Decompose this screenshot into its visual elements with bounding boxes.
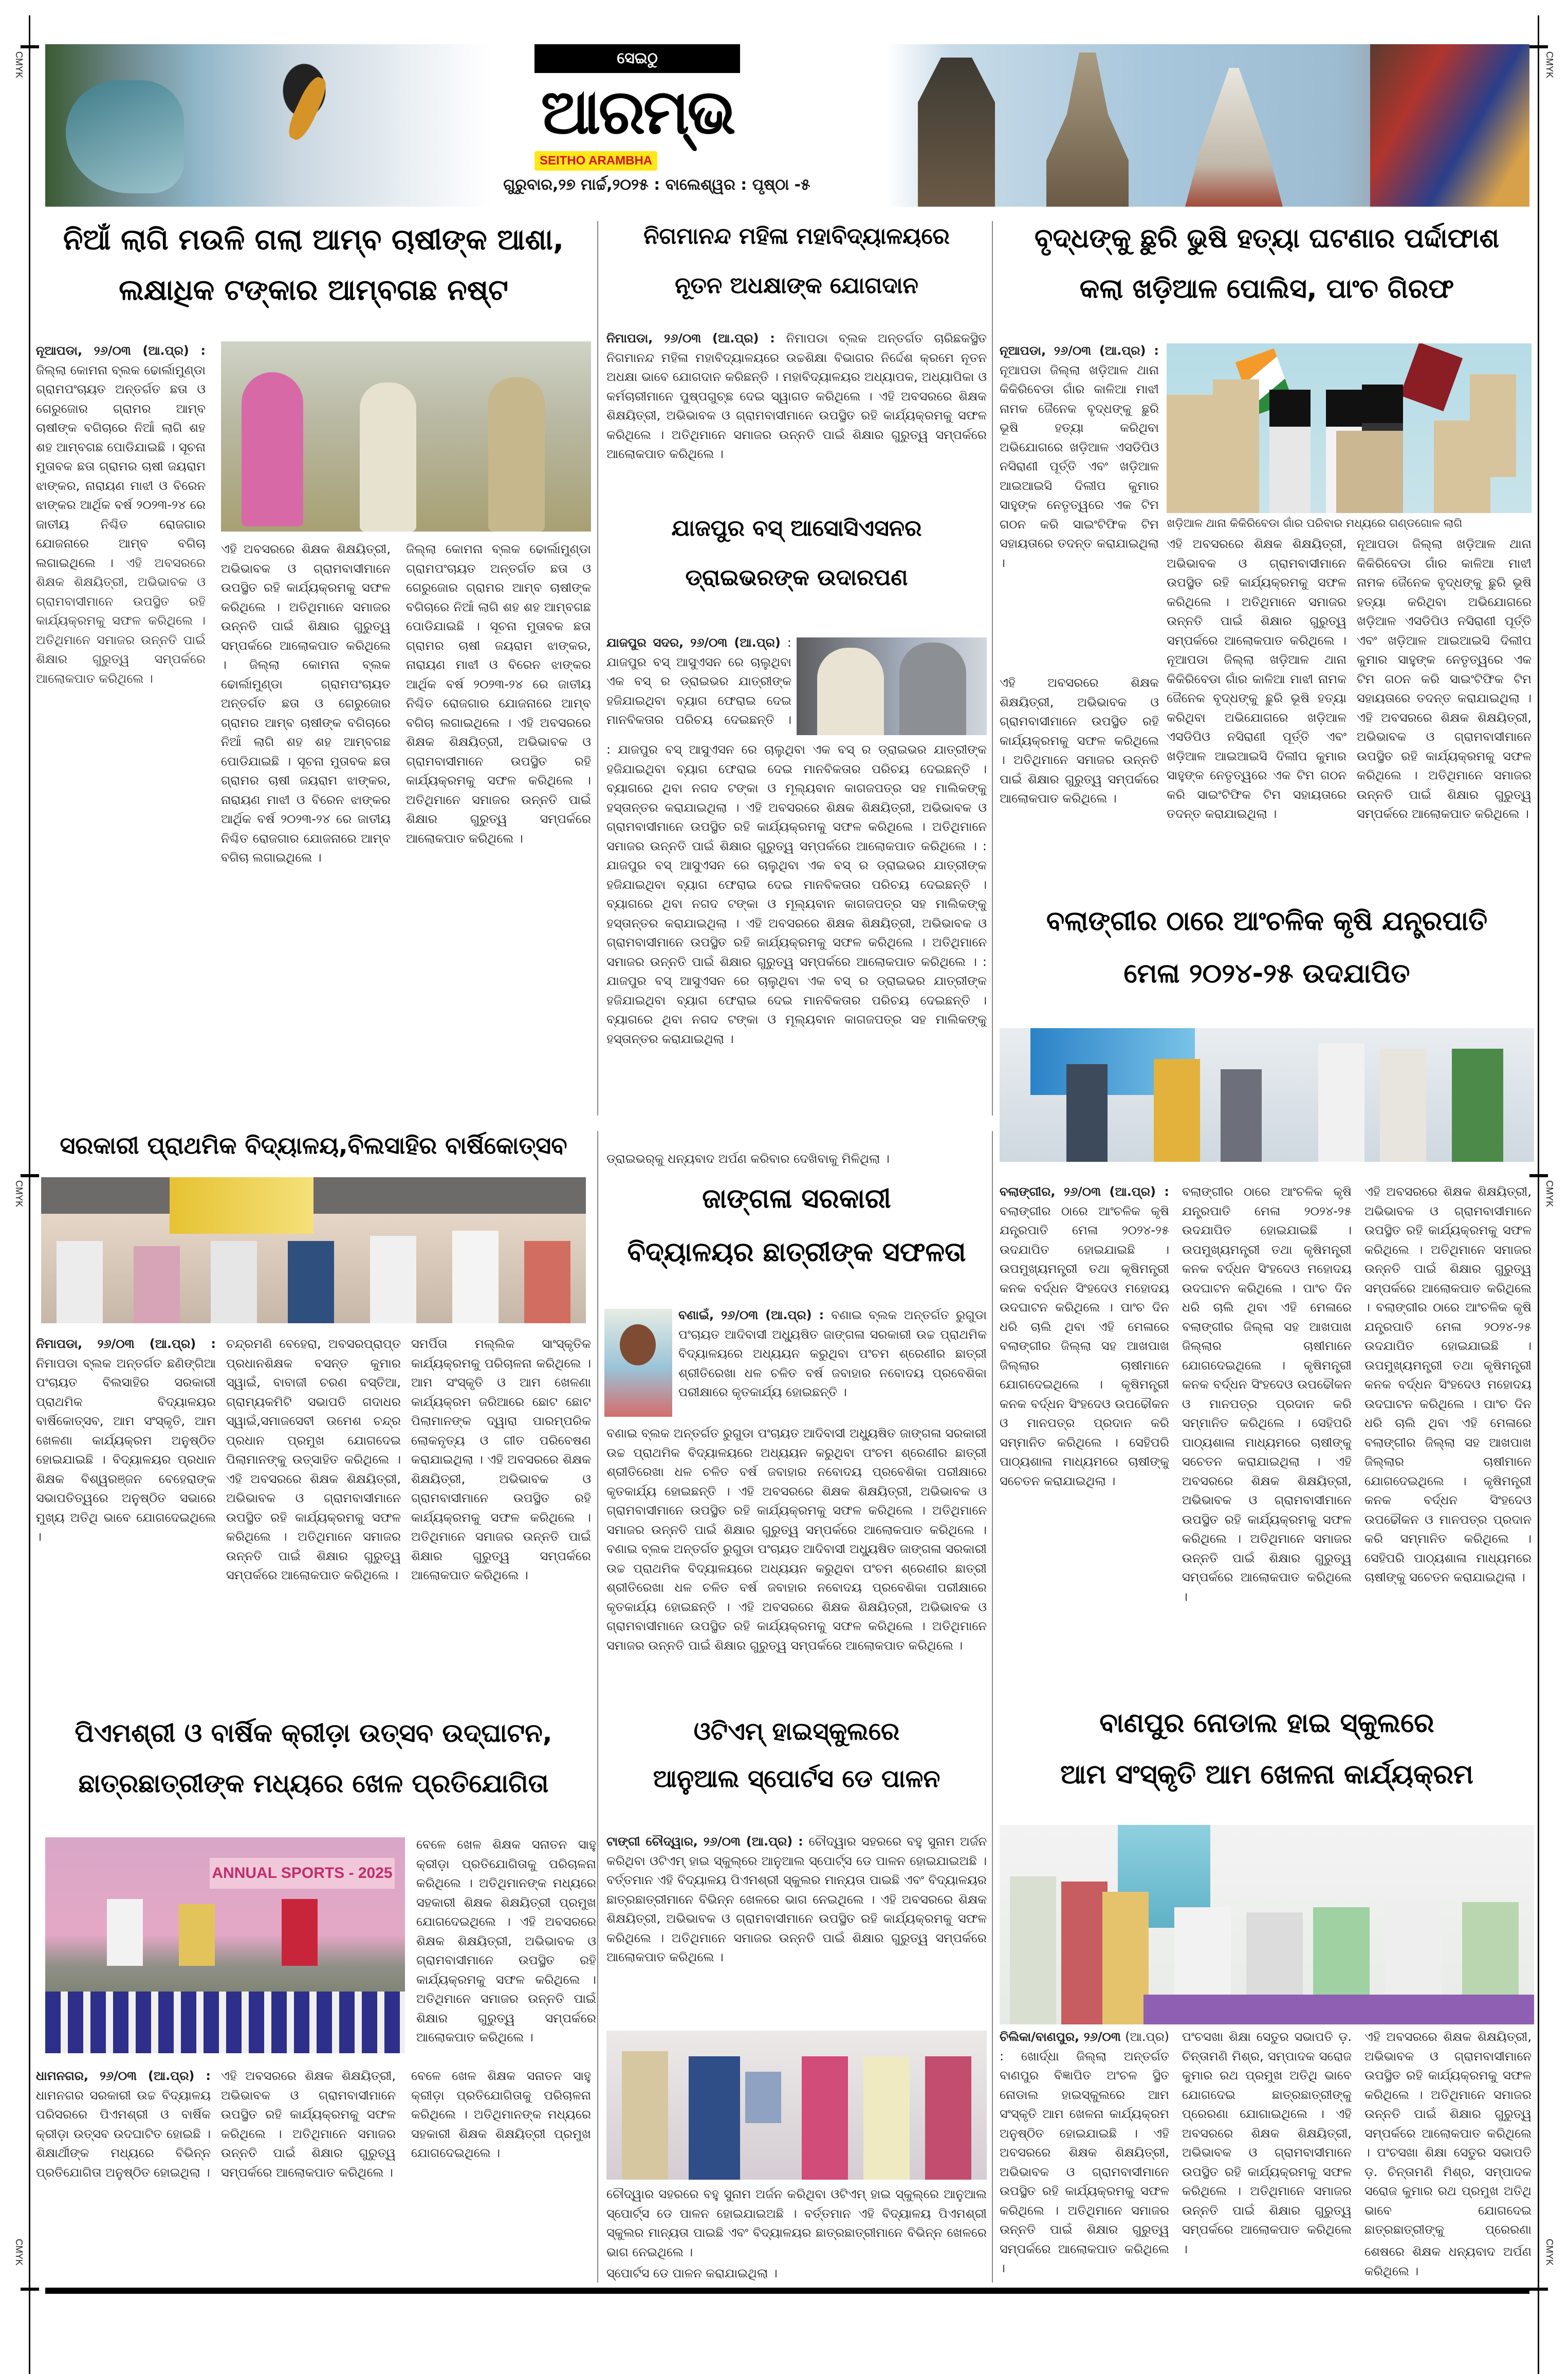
headline-bilasahi: ସରକାରୀ ପ୍ରାଥମିକ ବିଦ୍ୟାଳୟ,ବିଲସାହିର ବାର୍ଷିକୋତ୍ସବ <box>60 1131 567 1159</box>
cmyk-label-tr: CMYK <box>1544 51 1555 79</box>
article-text: : ଯାଜପୁର ବସ୍ ଆସୁଏସନ ରେ ଚାଲୁଥିବା ଏକ ବସ୍ ର ଡ୍ରାଇଭର ଯାତ୍ରୀଙ୍କ ହଜିଯାଇଥିବା ବ୍ୟାଗ ଫେରାଇ ଦେଇ ମାନବିକତାର ପରିଚୟ ଦେଇଛନ୍ତି । ବ୍ୟାଗରେ ଥିବା ନଗଦ ଟଙ୍କା ଓ ମୂଲ୍ୟବାନ କାଗଜପତ୍ର ସହ ମାଲିକଙ୍କୁ ହସ୍ତାନ୍ତର କରାଯାଇଥିଲା । <box>606 742 987 815</box>
article-closing-bus: ଡ୍ରାଇଭର୍‌କୁ ଧନ୍ୟବାଦ ଅର୍ପଣ କରିବାର ଦେଖିବାକୁ ମିଳିଥିଲା । <box>606 1152 890 1166</box>
article-text: ବଲାଙ୍ଗୀର ଠାରେ ଆଂଚଳିକ କୃଷି ଯନ୍ତ୍ରପାତି ମେଳା ୨୦୨୪-୨୫ ଉଦଯାପିତ ହୋଇଯାଇଛି । ଉପମୁଖ୍ୟମନ୍ତ୍ରୀ ତଥା କୃଷିମନ୍ତ୍ରୀ କନକ ବର୍ଦ୍ଧନ ସିଂହଦେଓ ମହୋଦୟ ଉଦଘାଟନ କରିଥିଲେ । ପାଂଚ ଦିନ ଧରି ଚାଲି ଥିବା ଏହି ମେଳାରେ ବଲାଙ୍ଗୀର ଜିଲ୍ଲା ସହ ଆଖପାଖ ଜିଲ୍ଲାର ଚାଷୀମାନେ ଯୋଗଦେଇଥିଲେ । କୃଷିମନ୍ତ୍ରୀ କନକ ବର୍ଦ୍ଧନ ସିଂହଦେଓ ଉପଢୌକନ ଓ ମାନପତ୍ର ପ୍ରଦାନ କରି ସମ୍ମାନିତ କରିଥିଲେ । ସେହିପରି ପାଠ୍ୟଶାଳା ମାଧ୍ୟମରେ ଚାଷୀଙ୍କୁ ସଚେତନ କରାଯାଇଥିଲା । <box>1182 1184 1352 1469</box>
article-text: ଏହି ଅବସରରେ ଶିକ୍ଷକ ଶିକ୍ଷୟିତ୍ରୀ, ଅଭିଭାବକ ଓ ଗ୍ରାମବାସୀମାନେ ଉପସ୍ଥିତ ରହି କାର୍ଯ୍ୟକ୍ରମକୁ ସଫଳ କରିଥିଲେ । ଅତିଥିମାନେ ସମାଜର ଉନ୍ନତି ପାଇଁ ଶିକ୍ଷାର ଗୁରୁତ୍ୱ ସମ୍ପର୍କରେ ଆଲୋକପାତ କରିଥିଲେ । <box>226 1471 401 1582</box>
page-bottom-rule <box>45 2288 1529 2294</box>
person-shape <box>179 1904 215 1966</box>
article-body-murder <box>1000 341 1159 669</box>
article-dateline: ଧାମନଗର, ୨୬/୦୩ (ଆ.ପ୍ର) : <box>36 2069 211 2083</box>
headline-jangala-1: ଜାଙ୍ଗଳା ସରକାରୀ <box>702 1183 891 1214</box>
certificate <box>745 2072 781 2123</box>
article-text: ଏହି ଅବସରରେ ଶିକ୍ଷକ ଶିକ୍ଷୟିତ୍ରୀ, ଅଭିଭାବକ ଓ ଗ୍ରାମବାସୀମାନେ ଉପସ୍ଥିତ ରହି କାର୍ଯ୍ୟକ୍ରମକୁ ସଫଳ କରିଥିଲେ । ଅତିଥିମାନେ ସମାଜର ଉନ୍ନତି ପାଇଁ ଶିକ୍ଷାର ଗୁରୁତ୍ୱ ସମ୍ପର୍କରେ ଆଲୋକପାତ କରିଥିଲେ । <box>606 1484 987 1537</box>
person-shape <box>1470 374 1516 477</box>
headline-pmshri-1: ପିଏମଶ୍ରୀ ଓ ବାର୍ଷିକ କ୍ରୀଡ଼ା ଉତ୍ସବ ଉଦ୍‌ଘାଟନ, <box>75 1718 552 1748</box>
article-text: ଏହି ଅବସରରେ ଶିକ୍ଷକ ଶିକ୍ଷୟିତ୍ରୀ, ଅଭିଭାବକ ଓ ଗ୍ରାମବାସୀମାନେ ଉପସ୍ଥିତ ରହି କାର୍ଯ୍ୟକ୍ରମକୁ ସଫଳ କରିଥିଲେ । ଅତିଥିମାନେ ସମାଜର ଉନ୍ନତି ପାଇଁ ଶିକ୍ଷାର ଗୁରୁତ୍ୱ ସମ୍ପର୍କରେ ଆଲୋକପାତ କରିଥିଲେ । <box>1364 1184 1532 1314</box>
article-body-bilasahi-col2 <box>226 1335 401 1701</box>
cmyk-label-tl: CMYK <box>14 51 24 79</box>
article-text: : ଯାଜପୁର ବସ୍ ଆସୁଏସନ ରେ ଚାଲୁଥିବା ଏକ ବସ୍ ର ଡ୍ରାଇଭର ଯାତ୍ରୀଙ୍କ ହଜିଯାଇଥିବା ବ୍ୟାଗ ଫେରାଇ ଦେଇ ମାନବିକତାର ପରିଚୟ ଦେଇଛନ୍ତି । <box>606 635 791 727</box>
table-cloth <box>1143 1995 1534 2024</box>
officer-shape <box>1336 431 1403 513</box>
person-shape <box>689 2056 740 2180</box>
article-body-pmshri-col2 <box>221 2067 396 2278</box>
person-shape <box>899 643 966 735</box>
headline-banpur-2: ଆମ ସଂସ୍କୃତି ଆମ ଖେଳନା କାର୍ଯ୍ୟକ୍ରମ <box>1060 1759 1473 1790</box>
article-body-bilasahi-col1 <box>36 1335 216 1701</box>
photo-police-press <box>1167 343 1532 513</box>
article-text: ନୂଆପଡା ଜିଲ୍ଲା ଖଡ଼ିଆଳ ଥାନା କିକିରିବେଡା ଗାଁର କାଳିଆ ମାଝୀ ନାମକ ଜୈନେକ ବୃଦ୍ଧଙ୍କୁ ଛୁରି ଭୂଷି ହତ୍ୟା କରିଥିବା ଅଭିଯୋଗରେ ଖଡ଼ିଆଳ ଏସଡିପିଓ ନସିରାଣୀ ପୂର୍ତ୍ତି ଏବଂ ଖଡ଼ିଆଳ ଆଇଆଇସି ଦିଲୀପ କୁମାର ସାହୁଙ୍କ ନେତୃତ୍ୱରେ ଏକ ଟିମ ଗଠନ କରି ସାଇଂଟିଫିକ ଟିମ ସହାୟତାରେ ତଦନ୍ତ କରାଯାଇଥିଲା । <box>1167 652 1346 821</box>
article-body-mango-col2 <box>221 540 391 1110</box>
registration-line-right <box>1538 15 1539 2374</box>
headline-nigamananda-2: ନୂତନ ଅଧକ୍ଷାଙ୍କ ଯୋଗଦାନ <box>675 272 918 299</box>
article-text: ବଣାଇ ବ୍ଲକ ଅନ୍ତର୍ଗତ ରୁଗୁଡା ପଂଚାୟତ ଆଦିବାସୀ ଅଧ୍ୟୁଷିତ ଜାଙ୍ଗଳା ସରକାରୀ ଉଚ୍ଚ ପ୍ରାଥମିକ ବିଦ୍ୟାଳୟରେ ଅଧ୍ୟୟନ କରୁଥିବା ପଂଚମ ଶ୍ରେଣୀର ଛାତ୍ରୀ ଶ୍ରୀତିରେଖା ଧଳ ଚଳିତ ବର୍ଷ ଜବାହାର ନବୋଦୟ ପ୍ରବେଶିକା ପରୀକ୍ଷାରେ କୃତକାର୍ଯ୍ୟ ହୋଇଛନ୍ତି । <box>606 1426 987 1499</box>
temple-shape <box>1185 68 1283 207</box>
person-shape <box>134 1246 180 1323</box>
accused-shape <box>1269 390 1311 513</box>
person-shape <box>1221 1069 1262 1162</box>
headline-banpur-1: ବାଣପୁର ନୋଡାଲ ହାଇ ସ୍କୁଲରେ <box>1099 1708 1434 1739</box>
article-body-pmshri-col1 <box>36 2067 211 2278</box>
article-dateline: ନୂଆପଡା, ୨୬/୦୩ (ଆ.ପ୍ର) : <box>36 343 206 358</box>
photo-annual-sports <box>45 1837 405 2053</box>
photo-caption-murder: ଖଡ଼ିଆଳ ଥାନା କିକିରିବେଡା ଗାଁର ପରିବାର ମଧ୍ୟରେ ଗଣ୍ଡଗୋଳ ଲାଗି <box>1167 517 1463 530</box>
registration-line-left <box>29 15 30 2374</box>
article-text: ନୂଆପଡା ଜିଲ୍ଲା ଖଡ଼ିଆଳ ଥାନା କିକିରିବେଡା ଗାଁର କାଳିଆ ମାଝୀ ନାମକ ଜୈନେକ ବୃଦ୍ଧଙ୍କୁ ଛୁରି ଭୂଷି ହତ୍ୟା କରିଥିବା ଅଭିଯୋଗରେ ଖଡ଼ିଆଳ ଏସଡିପିଓ ନସିରାଣୀ ପୂର୍ତ୍ତି ଏବଂ ଖଡ଼ିଆଳ ଆଇଆଇସି ଦିଲୀପ କୁମାର ସାହୁଙ୍କ ନେତୃତ୍ୱରେ ଏକ ଟିମ ଗଠନ କରି ସାଇଂଟିଫିକ ଟିମ ସହାୟତାରେ ତଦନ୍ତ କରାଯାଇଥିଲା । <box>1000 362 1159 570</box>
article-body-agri-col1 <box>1000 1182 1169 1684</box>
cmyk-label-ml: CMYK <box>14 1180 24 1208</box>
article-text: ଚୌଦ୍ୱାର ସହରରେ ବହୁ ସୁନାମ ଅର୍ଜନ କରିଥିବା ଓଟିଏମ୍ ହାଇ ସ୍କୁଲ୍‌ରେ ଆନୁଆଲ ସ୍ପୋର୍ଟ୍ସ ଡେ ପାଳନ ହୋଇଯାଇଅଛି । ବର୍ତ୍ତମାନ ଏହି ବିଦ୍ୟାଳୟ ପିଏମଶ୍ରୀ ସ୍କୁଲର ମାନ୍ୟତା ପାଇଛି ଏବଂ ବିଦ୍ୟାଳୟର ଛାତ୍ରଛାତ୍ରୀମାନେ ବିଭିନ୍ନ ଖେଳରେ ଭାଗ ନେଇଥିଲେ । <box>606 1834 987 1907</box>
headline-jangala-2: ବିଦ୍ୟାଳୟର ଛାତ୍ରୀଙ୍କ ସଫଳତା <box>627 1237 966 1268</box>
article-body-nigamananda <box>606 329 987 506</box>
article-text: : ଯାଜପୁର ବସ୍ ଆସୁଏସନ ରେ ଚାଲୁଥିବା ଏକ ବସ୍ ର ଡ୍ରାଇଭର ଯାତ୍ରୀଙ୍କ ହଜିଯାଇଥିବା ବ୍ୟାଗ ଫେରାଇ ଦେଇ ମାନବିକତାର ପରିଚୟ ଦେଇଛନ୍ତି । ବ୍ୟାଗରେ ଥିବା ନଗଦ ଟଙ୍କା ଓ ମୂଲ୍ୟବାନ କାଗଜପତ୍ର ସହ ମାଲିକଙ୍କୁ ହସ୍ତାନ୍ତର କରାଯାଇଥିଲା । <box>606 838 987 930</box>
person-shape <box>622 2051 668 2180</box>
article-body-banpur-col1 <box>1000 2028 1169 2278</box>
person-shape <box>1167 395 1213 513</box>
column-rule <box>597 221 598 1116</box>
temple-shape <box>918 58 995 207</box>
person-shape <box>863 2056 910 2180</box>
article-body-jangala <box>678 1306 987 1421</box>
article-body-mango <box>36 341 206 1112</box>
person-shape <box>370 1236 416 1323</box>
article-text: ଏହି ଅବସରରେ ଶିକ୍ଷକ ଶିକ୍ଷୟିତ୍ରୀ, ଅଭିଭାବକ ଓ ଗ୍ରାମବାସୀମାନେ ଉପସ୍ଥିତ ରହି କାର୍ଯ୍ୟକ୍ରମକୁ ସଫଳ କରିଥିଲେ । ଅତିଥିମାନେ ସମାଜର ଉନ୍ନତି ପାଇଁ ଶିକ୍ଷାର ଗୁରୁତ୍ୱ ସମ୍ପର୍କରେ ଆଲୋକପାତ କରିଥିଲେ । <box>1000 675 1159 806</box>
person-shape <box>282 1899 318 1966</box>
article-body-jangala-cont <box>606 1424 987 1694</box>
article-text: ନୂଆପଡା ଜିଲ୍ଲା ଖଡ଼ିଆଳ ଥାନା କିକିରିବେଡା ଗାଁର କାଳିଆ ମାଝୀ ନାମକ ଜୈନେକ ବୃଦ୍ଧଙ୍କୁ ଛୁରି ଭୂଷି ହତ୍ୟା କରିଥିବା ଅଭିଯୋଗରେ ଖଡ଼ିଆଳ ଏସଡିପିଓ ନସିରାଣୀ ପୂର୍ତ୍ତି ଏବଂ ଖଡ଼ିଆଳ ଆଇଆଇସି ଦିଲୀପ କୁମାର ସାହୁଙ୍କ ନେତୃତ୍ୱରେ ଏକ ଟିମ ଗଠନ କରି ସାଇଂଟିଫିକ ଟିମ ସହାୟତାରେ ତଦନ୍ତ କରାଯାଇଥିଲା । <box>1357 537 1532 705</box>
article-text: ବେଳେ ଖେଳ ଶିକ୍ଷକ ସନାତନ ସାହୁ କ୍ରୀଡ଼ା ପ୍ରତିଯୋଗିତାକୁ ପରିଚାଳନା କରିଥିଲେ । ଅତିଥିମାନଙ୍କ ମଧ୍ୟରେ ସହକାରୀ ଶିକ୍ଷକ ଶିକ୍ଷୟିତ୍ରୀ ପ୍ରମୁଖ ଯୋଗଦେଇଥିଲେ । <box>411 2069 591 2160</box>
headline-murder-2: କଲା ଖଡ଼ିଆଳ ପୋଲିସ, ପାଂଚ ଗିରଫ <box>1079 273 1454 304</box>
article-text: ବଲାଙ୍ଗୀର ଠାରେ ଆଂଚଳିକ କୃଷି ଯନ୍ତ୍ରପାତି ମେଳା ୨୦୨୪-୨୫ ଉଦଯାପିତ ହୋଇଯାଇଛି । ଉପମୁଖ୍ୟମନ୍ତ୍ରୀ ତଥା କୃଷିମନ୍ତ୍ରୀ କନକ ବର୍ଦ୍ଧନ ସିଂହଦେଓ ମହୋଦୟ ଉଦଘାଟନ କରିଥିଲେ । ପାଂଚ ଦିନ ଧରି ଚାଲି ଥିବା ଏହି ମେଳାରେ ବଲାଙ୍ଗୀର ଜିଲ୍ଲା ସହ ଆଖପାଖ ଜିଲ୍ଲାର ଚାଷୀମାନେ ଯୋଗଦେଇଥିଲେ । କୃଷିମନ୍ତ୍ରୀ କନକ ବର୍ଦ୍ଧନ ସିଂହଦେଓ ଉପଢୌକନ ଓ ମାନପତ୍ର ପ୍ରଦାନ କରି ସମ୍ମାନିତ କରିଥିଲେ । ସେହିପରି ପାଠ୍ୟଶାଳା ମାଧ୍ୟମରେ ଚାଷୀଙ୍କୁ ସଚେତନ କରାଯାଇଥିଲା । <box>1364 1300 1532 1584</box>
article-text: ଏହି ଅବସରରେ ଶିକ୍ଷକ ଶିକ୍ଷୟିତ୍ରୀ, ଅଭିଭାବକ ଓ ଗ୍ରାମବାସୀମାନେ ଉପସ୍ଥିତ ରହି କାର୍ଯ୍ୟକ୍ରମକୁ ସଫଳ କରିଥିଲେ । ଅତିଥିମାନେ ସମାଜର ଉନ୍ନତି ପାଇଁ ଶିକ୍ଷାର ଗୁରୁତ୍ୱ ସମ୍ପର୍କରେ ଆଲୋକପାତ କରିଥିଲେ । <box>1364 2030 1532 2160</box>
person-shape <box>488 377 545 532</box>
column-rule <box>992 1131 993 2282</box>
article-dateline: ନିମାପଡା, ୨୬/୦୩ (ଆ.ପ୍ର) : <box>606 331 786 345</box>
person-shape <box>452 1231 499 1323</box>
article-text: ଚୌଦ୍ୱାର ସହରରେ ବହୁ ସୁନାମ ଅର୍ଜନ କରିଥିବା ଓଟିଏମ୍ ହାଇ ସ୍କୁଲ୍‌ରେ ଆନୁଆଲ ସ୍ପୋର୍ଟ୍ସ ଡେ ପାଳନ ହୋଇଯାଇଅଛି । ବର୍ତ୍ତମାନ ଏହି ବିଦ୍ୟାଳୟ ପିଏମଶ୍ରୀ ସ୍କୁଲର ମାନ୍ୟତା ପାଇଛି ଏବଂ ବିଦ୍ୟାଳୟର ଛାତ୍ରଛାତ୍ରୀମାନେ ବିଭିନ୍ନ ଖେଳରେ ଭାଗ ନେଇଥିଲେ । <box>606 2187 987 2259</box>
article-text: (ଆ.ପ୍ର) : ଖୋର୍ଦ୍ଧା ଜିଲ୍ଲା ଅନ୍ତର୍ଗତ ବାଣପୁର ବିଜ୍ଞାପିତ ଅଂଚଳ ସ୍ଥିତ ନୋଡାଲ ହାଇସ୍କୁଲରେ ଆମ ସଂସ୍କୃତି ଆମ ଖେଳନା କାର୍ଯ୍ୟକ୍ରମ ଅନୁଷ୍ଠିତ ହୋଇଯାଇଛି । <box>1000 2030 1169 2141</box>
registration-cross-ml <box>21 1174 39 1177</box>
article-text: ଏହି ଅବସରରେ ଶିକ୍ଷକ ଶିକ୍ଷୟିତ୍ରୀ, ଅଭିଭାବକ ଓ ଗ୍ରାମବାସୀମାନେ ଉପସ୍ଥିତ ରହି କାର୍ଯ୍ୟକ୍ରମକୁ ସଫଳ କରିଥିଲେ । ଅତିଥିମାନେ ସମାଜର ଉନ୍ନତି ପାଇଁ ଶିକ୍ଷାର ଗୁରୁତ୍ୱ ସମ୍ପର୍କରେ ଆଲୋକପାତ କରିଥିଲେ । <box>221 542 391 672</box>
photo-agri-fair <box>1000 1028 1534 1162</box>
article-dateline: ନିମାପଡା, ୨୬/୦୩ (ଆ.ପ୍ର) : <box>36 1337 216 1351</box>
person-shape <box>817 648 884 735</box>
logo-tagline: SEITHO ARAMBHA <box>534 151 657 171</box>
headline-pmshri-2: ଛାତ୍ରଛାତ୍ରୀଙ୍କ ମଧ୍ୟରେ ଖେଳ ପ୍ରତିଯୋଗିତା <box>78 1768 549 1798</box>
person-shape <box>1213 379 1259 513</box>
article-text: : ଯାଜପୁର ବସ୍ ଆସୁଏସନ ରେ ଚାଲୁଥିବା ଏକ ବସ୍ ର ଡ୍ରାଇଭର ଯାତ୍ରୀଙ୍କ ହଜିଯାଇଥିବା ବ୍ୟାଗ ଫେରାଇ ଦେଇ ମାନବିକତାର ପରିଚୟ ଦେଇଛନ୍ତି । ବ୍ୟାଗରେ ଥିବା ନଗଦ ଟଙ୍କା ଓ ମୂଲ୍ୟବାନ କାଗଜପତ୍ର ସହ ମାଲିକଙ୍କୁ ହସ୍ତାନ୍ତର କରାଯାଇଥିଲା । <box>606 954 987 1046</box>
article-text: ଜିଲ୍ଲା କୋମନା ବ୍ଲକ ଢୋର୍ଲାମୁଣ୍ଡା ଗ୍ରାମପଂଚାୟତ ଅନ୍ତର୍ଗତ ଛତା ଓ ଗେରୁଜୋର ଗ୍ରାମର ଆମ୍ବ ଚାଷୀଙ୍କ ବଗିଚାରେ ନିଆଁ ଲାଗି ଶହ ଶହ ଆମ୍ବଗଛ ପୋଡିଯାଇଛି । ସୂଚନା ମୁତାବକ ଛତା ଗ୍ରାମର ଚାଷୀ ଜୟରାମ ଝାଙ୍କର, ନାରାୟଣ ମାଝୀ ଓ ବିରେନ ଝାଙ୍କର ଆର୍ଥିକ ବର୍ଷ ୨୦୨୩-୨୪ ରେ ଜାତୀୟ ନିଶ୍ଚିତ ରୋଜଗାର ଯୋଜନାରେ ଆମ୍ବ ବଗିଚା ଲଗାଇଥିଲେ । <box>36 362 206 570</box>
issue-dateline: ଗୁରୁବାର,୨୭ ମାର୍ଚ୍ଚ,୨୦୨୫ : ବାଲେଶ୍ୱର : ପୃଷ୍ଠା -୫ <box>503 176 810 194</box>
person-shape <box>1318 1044 1364 1162</box>
logo-title: ଆରମ୍ଭ <box>541 77 734 148</box>
article-dateline: ବଣାଇଁ, ୨୬/୦୩ (ଆ.ପ୍ର) : <box>678 1308 832 1322</box>
article-body-otm-bottom <box>606 2185 987 2262</box>
person-shape <box>107 1899 143 1966</box>
article-body-bilasahi-col3 <box>411 1335 591 1701</box>
headline-agri-2: ମେଳା ୨୦୨୪-୨୫ ଉଦଯାପିତ <box>1123 958 1410 989</box>
cmyk-label-bl: CMYK <box>14 2239 24 2266</box>
person-shape <box>1154 1059 1200 1162</box>
person-shape <box>925 2056 971 2180</box>
article-text: ବେଳେ ଖେଳ ଶିକ୍ଷକ ସନାତନ ସାହୁ କ୍ରୀଡ଼ା ପ୍ରତିଯୋଗିତାକୁ ପରିଚାଳନା କରିଥିଲେ । ଅତିଥିମାନଙ୍କ ମଧ୍ୟରେ ସହକାରୀ ଶିକ୍ଷକ ଶିକ୍ଷୟିତ୍ରୀ ପ୍ରମୁଖ ଯୋଗଦେଇଥିଲେ । <box>416 1837 596 1929</box>
article-text: ଧାମନଗର ସରକାରୀ ଉଚ୍ଚ ବିଦ୍ୟାଳୟ ପରିସରରେ ପିଏମଶ୍ରୀ ଓ ବାର୍ଷିକ କ୍ରୀଡ଼ା ଉତ୍ସବ ଉଦଘାଟିତ ହୋଇଛି । ଶିକ୍ଷାର୍ଥୀଙ୍କ ମଧ୍ୟରେ ବିଭିନ୍ନ ପ୍ରତିଯୋଗିତା ଅନୁଷ୍ଠିତ ହୋଇଥିଲା । <box>36 2088 211 2180</box>
article-body-pmshri-right <box>416 1835 596 2047</box>
students-row <box>45 1992 405 2053</box>
article-dateline: ଚିଲିକା/ବାଣପୁର, ୨୬/୦୩ <box>1000 2030 1126 2044</box>
person-shape <box>211 1241 257 1323</box>
person-shape <box>1452 1049 1503 1162</box>
article-text: ବଲାଙ୍ଗୀର ଠାରେ ଆଂଚଳିକ କୃଷି ଯନ୍ତ୍ରପାତି ମେଳା ୨୦୨୪-୨୫ ଉଦଯାପିତ ହୋଇଯାଇଛି । ଉପମୁଖ୍ୟମନ୍ତ୍ରୀ ତଥା କୃଷିମନ୍ତ୍ରୀ କନକ ବର୍ଦ୍ଧନ ସିଂହଦେଓ ମହୋଦୟ ଉଦଘାଟନ କରିଥିଲେ । ପାଂଚ ଦିନ ଧରି ଚାଲି ଥିବା ଏହି ମେଳାରେ ବଲାଙ୍ଗୀର ଜିଲ୍ଲା ସହ ଆଖପାଖ ଜିଲ୍ଲାର ଚାଷୀମାନେ ଯୋଗଦେଇଥିଲେ । କୃଷିମନ୍ତ୍ରୀ କନକ ବର୍ଦ୍ଧନ ସିଂହଦେଓ ଉପଢୌକନ ଓ ମାନପତ୍ର ପ୍ରଦାନ କରି ସମ୍ମାନିତ କରିଥିଲେ । ସେହିପରି ପାଠ୍ୟଶାଳା ମାଧ୍ୟମରେ ଚାଷୀଙ୍କୁ ସଚେତନ କରାଯାଇଥିଲା । <box>1000 1203 1169 1488</box>
article-text-continued: ଏହି ଅବସରରେ ଶିକ୍ଷକ ଶିକ୍ଷୟିତ୍ରୀ, ଅଭିଭାବକ ଓ ଗ୍ରାମବାସୀମାନେ ଉପସ୍ଥିତ ରହି କାର୍ଯ୍ୟକ୍ରମକୁ ସଫଳ କରିଥିଲେ । ଅତିଥିମାନେ ସମାଜର ଉନ୍ନତି ପାଇଁ ଶିକ୍ଷାର ଗୁରୁତ୍ୱ ସମ୍ପର୍କରେ ଆଲୋକପାତ କରିଥିଲେ । <box>36 555 206 686</box>
person-shape <box>57 1241 103 1323</box>
article-text: ବଣାଇ ବ୍ଲକ ଅନ୍ତର୍ଗତ ରୁଗୁଡା ପଂଚାୟତ ଆଦିବାସୀ ଅଧ୍ୟୁଷିତ ଜାଙ୍ଗଳା ସରକାରୀ ଉଚ୍ଚ ପ୍ରାଥମିକ ବିଦ୍ୟାଳୟରେ ଅଧ୍ୟୟନ କରୁଥିବା ପଂଚମ ଶ୍ରେଣୀର ଛାତ୍ରୀ ଶ୍ରୀତିରେଖା ଧଳ ଚଳିତ ବର୍ଷ ଜବାହାର ନବୋଦୟ ପ୍ରବେଶିକା ପରୀକ୍ଷାରେ କୃତକାର୍ଯ୍ୟ ହୋଇଛନ୍ତି । <box>606 1542 987 1614</box>
person-shape <box>524 1241 570 1323</box>
person-shape <box>1380 1049 1426 1162</box>
article-text: ଏହି ଅବସରରେ ଶିକ୍ଷକ ଶିକ୍ଷୟିତ୍ରୀ, ଅଭିଭାବକ ଓ ଗ୍ରାମବାସୀମାନେ ଉପସ୍ଥିତ ରହି କାର୍ଯ୍ୟକ୍ରମକୁ ସଫଳ କରିଥିଲେ । ଅତିଥିମାନେ ସମାଜର ଉନ୍ନତି ପାଇଁ ଶିକ୍ଷାର ଗୁରୁତ୍ୱ ସମ୍ପର୍କରେ ଆଲୋକପାତ କରିଥିଲେ । <box>1000 2126 1169 2275</box>
headline-mango-2: ଲକ୍ଷାଧିକ ଟଙ୍କାର ଆମ୍ବଗଛ ନଷ୍ଟ <box>119 273 508 307</box>
person-shape <box>1010 1876 1056 2024</box>
person-shape <box>288 1241 334 1323</box>
masthead-photo-coast-bird <box>45 44 492 207</box>
article-text: ଏହି ଅବସରରେ ଶିକ୍ଷକ ଶିକ୍ଷୟିତ୍ରୀ, ଅଭିଭାବକ ଓ ଗ୍ରାମବାସୀମାନେ ଉପସ୍ଥିତ ରହି କାର୍ଯ୍ୟକ୍ରମକୁ ସଫଳ କରିଥିଲେ । ଅତିଥିମାନେ ସମାଜର ଉନ୍ନତି ପାଇଁ ଶିକ୍ଷାର ଗୁରୁତ୍ୱ ସମ୍ପର୍କରେ ଆଲୋକପାତ କରିଥିଲେ । <box>1357 710 1532 821</box>
person-shape <box>1102 1892 1149 2024</box>
article-body-murder-col2 <box>1167 535 1346 862</box>
cmyk-label-br: CMYK <box>1544 2239 1555 2266</box>
headline-bus-1: ଯାଜପୁର ବସ୍ ଆସୋସିଏସନର <box>671 515 922 541</box>
article-text: ପଂଚସଖା ଶିକ୍ଷା ସେତୁର ସଭାପତି ଡ଼. ଚିନ୍ତାମଣି ମିଶ୍ର, ସମ୍ପାଦକ ସରୋଜ କୁମାର ରଥ ପ୍ରମୁଖ ଅତିଥି ଭାବେ ଯୋଗଦେଇ ଛାତ୍ରଛାତ୍ରୀଙ୍କୁ ପ୍ରେରଣା ଯୋଗାଇଥିଲେ । <box>1182 2030 1352 2121</box>
person-shape <box>620 1324 656 1365</box>
logo-band: ସେଇଠୁ <box>534 44 740 73</box>
banner <box>170 1177 313 1234</box>
article-body-agri-col2 <box>1182 1182 1352 1684</box>
headline-otm-1: ଓଟିଏମ୍ ହାଇସ୍କୁଲରେ <box>693 1717 900 1746</box>
article-closing-banpur: ଶେଷରେ ଶିକ୍ଷକ ଧନ୍ୟବାଦ ଅର୍ପଣ କରିଥିଲେ । <box>1364 2244 1532 2278</box>
person-shape <box>1066 1064 1108 1162</box>
article-closing-otm: ସ୍ପୋର୍ଟସ ଡେ ପାଳନ କରାଯାଇଥିଲା । <box>606 2266 778 2280</box>
article-body-banpur-col2 <box>1182 2028 1352 2278</box>
person-shape <box>1061 1882 1108 2024</box>
column-rule <box>992 221 993 1116</box>
article-body-murder-col3 <box>1357 535 1532 862</box>
newspaper-logo[interactable] <box>534 44 740 173</box>
headline-bus-2: ଡ୍ରାଇଭରଙ୍କ ଉଦାରପଣ <box>685 564 908 591</box>
article-body-murder-col1b <box>1000 673 1159 866</box>
photo-bus-driver <box>797 637 987 735</box>
flag-police <box>1400 343 1463 411</box>
article-text: ଏହି ଅବସରରେ ଶିକ୍ଷକ ଶିକ୍ଷୟିତ୍ରୀ, ଅଭିଭାବକ ଓ ଗ୍ରାମବାସୀମାନେ ଉପସ୍ଥିତ ରହି କାର୍ଯ୍ୟକ୍ରମକୁ ସଫଳ କରିଥିଲେ । ଅତିଥିମାନେ ସମାଜର ଉନ୍ନତି ପାଇଁ ଶିକ୍ଷାର ଗୁରୁତ୍ୱ ସମ୍ପର୍କରେ ଆଲୋକପାତ କରିଥିଲେ । <box>416 1914 596 2044</box>
article-text: ପଂଚସଖା ଶିକ୍ଷା ସେତୁର ସଭାପତି ଡ଼. ଚିନ୍ତାମଣି ମିଶ୍ର, ସମ୍ପାଦକ ସରୋଜ କୁମାର ରଥ ପ୍ରମୁଖ ଅତିଥି ଭାବେ ଯୋଗଦେଇ ଛାତ୍ରଛାତ୍ରୀଙ୍କୁ ପ୍ରେରଣା <box>1364 2145 1532 2237</box>
article-text: ଏହି ଅବସରରେ ଶିକ୍ଷକ ଶିକ୍ଷୟିତ୍ରୀ, ଅଭିଭାବକ ଓ ଗ୍ରାମବାସୀମାନେ ଉପସ୍ଥିତ ରହି କାର୍ଯ୍ୟକ୍ରମକୁ ସଫଳ କରିଥିଲେ । ଅତିଥିମାନେ ସମାଜର ଉନ୍ନତି ପାଇଁ ଶିକ୍ଷାର ଗୁରୁତ୍ୱ ସମ୍ପର୍କରେ ଆଲୋକପାତ କରିଥିଲେ । <box>606 916 987 969</box>
article-text: ଏହି ଅବସରରେ ଶିକ୍ଷକ ଶିକ୍ଷୟିତ୍ରୀ, ଅଭିଭାବକ ଓ ଗ୍ରାମବାସୀମାନେ ଉପସ୍ଥିତ ରହି କାର୍ଯ୍ୟକ୍ରମକୁ ସଫଳ କରିଥିଲେ । ଅତିଥିମାନେ ସମାଜର ଉନ୍ନତି ପାଇଁ ଶିକ୍ଷାର ଗୁରୁତ୍ୱ ସମ୍ପର୍କରେ ଆଲୋକପାତ କରିଥିଲେ । <box>406 715 591 846</box>
article-body-otm <box>606 1832 987 2025</box>
person-shape <box>360 382 416 532</box>
photo-banpur-event <box>1000 1825 1534 2024</box>
cmyk-label-mr: CMYK <box>1544 1180 1555 1208</box>
article-text: ଏହି ଅବସରରେ ଶିକ୍ଷକ ଶିକ୍ଷୟିତ୍ରୀ, ଅଭିଭାବକ ଓ ଗ୍ରାମବାସୀମାନେ ଉପସ୍ଥିତ ରହି କାର୍ଯ୍ୟକ୍ରମକୁ ସଫଳ କରିଥିଲେ । ଅତିଥିମାନେ ସମାଜର ଉନ୍ନତି ପାଇଁ ଶିକ୍ଷାର ଗୁରୁତ୍ୱ ସମ୍ପର୍କରେ ଆଲୋକପାତ କରିଥିଲେ । <box>1182 2107 1352 2256</box>
article-text: ଏହି ଅବସରରେ ଶିକ୍ଷକ ଶିକ୍ଷୟିତ୍ରୀ, ଅଭିଭାବକ ଓ ଗ୍ରାମବାସୀମାନେ ଉପସ୍ଥିତ ରହି କାର୍ଯ୍ୟକ୍ରମକୁ ସଫଳ କରିଥିଲେ । ଅତିଥିମାନେ ସମାଜର ଉନ୍ନତି ପାଇଁ ଶିକ୍ଷାର ଗୁରୁତ୍ୱ ସମ୍ପର୍କରେ ଆଲୋକପାତ କରିଥିଲେ । <box>606 1892 987 1964</box>
coastline-shape <box>66 80 184 193</box>
dancer-photo <box>1370 44 1529 207</box>
article-text: ସମର୍ପିତା ମଲ୍ଲିକ ସାଂସ୍କୃତିକ କାର୍ଯ୍ୟକ୍ରମକୁ ପରିଚାଳନା କରିଥିଲେ । ଆମ ସଂସ୍କୃତି ଓ ଆମ ଖେଳଣା କାର୍ଯ୍ୟକ୍ରମ ଜରିଆରେ ଛୋଟ ଛୋଟ ପିଲାମାନଙ୍କ ଦ୍ୱାରା ପାରମ୍ପରିକ ଲୋକନୃତ୍ୟ ଓ ଗୀତ ପରିବେଷଣ କରାଯାଇଥିଲା । <box>411 1337 591 1467</box>
article-body-mango-col3 <box>406 540 591 1110</box>
person-shape <box>802 2056 848 2180</box>
article-body-pmshri-col3 <box>411 2067 591 2278</box>
sports-banner: ANNUAL SPORTS - 2025 <box>210 1858 395 1889</box>
headline-murder-1: ବୃଦ୍ଧଙ୍କୁ ଛୁରି ଭୁଷି ହତ୍ୟା ଘଟଣାର ପର୍ଦ୍ଦାଫାଶ <box>1034 223 1500 254</box>
article-text: ଏହି ଅବସରରେ ଶିକ୍ଷକ ଶିକ୍ଷୟିତ୍ରୀ, ଅଭିଭାବକ ଓ ଗ୍ରାମବାସୀମାନେ ଉପସ୍ଥିତ ରହି କାର୍ଯ୍ୟକ୍ରମକୁ ସଫଳ କରିଥିଲେ । ଅତିଥିମାନେ ସମାଜର ଉନ୍ନତି ପାଇଁ ଶିକ୍ଷାର ଗୁରୁତ୍ୱ ସମ୍ପର୍କରେ ଆଲୋକପାତ କରିଥିଲେ । <box>221 2069 396 2180</box>
headline-nigamananda-1: ନିଗମାନନ୍ଦ ମହିଳା ମହାବିଦ୍ୟାଳୟରେ <box>643 223 950 249</box>
article-body-bus-cont <box>606 740 987 1145</box>
photo-bilasahi-stage <box>41 1177 586 1323</box>
article-text: ଏହି ଅବସରରେ ଶିକ୍ଷକ ଶିକ୍ଷୟିତ୍ରୀ, ଅଭିଭାବକ ଓ ଗ୍ରାମବାସୀମାନେ ଉପସ୍ଥିତ ରହି କାର୍ଯ୍ୟକ୍ରମକୁ ସଫଳ କରିଥିଲେ । ଅତିଥିମାନେ ସମାଜର ଉନ୍ନତି ପାଇଁ ଶିକ୍ଷାର ଗୁରୁତ୍ୱ ସମ୍ପର୍କରେ ଆଲୋକପାତ କରିଥିଲେ । <box>1182 1454 1352 1604</box>
registration-cross-br <box>1529 2288 1548 2291</box>
photo-otm-prize <box>606 2031 987 2180</box>
article-text: ଏହି ଅବସରରେ ଶିକ୍ଷକ ଶିକ୍ଷୟିତ୍ରୀ, ଅଭିଭାବକ ଓ ଗ୍ରାମବାସୀମାନେ ଉପସ୍ଥିତ ରହି କାର୍ଯ୍ୟକ୍ରମକୁ ସଫଳ କରିଥିଲେ । ଅତିଥିମାନେ ସମାଜର ଉନ୍ନତି ପାଇଁ ଶିକ୍ଷାର ଗୁରୁତ୍ୱ ସମ୍ପର୍କରେ ଆଲୋକପାତ କରିଥିଲେ । <box>1167 537 1346 648</box>
registration-cross-mr <box>1529 1174 1548 1177</box>
article-dateline: ଯାଜପୁର ସଦର, ୨୬/୦୩ (ଆ.ପ୍ର) <box>606 635 787 650</box>
article-dateline: ନୂଆପଡା, ୨୬/୦୩ (ଆ.ପ୍ର) : <box>1000 343 1159 358</box>
registration-cross-tr <box>1529 45 1548 48</box>
article-text: ଏହି ଅବସରରେ ଶିକ୍ଷକ ଶିକ୍ଷୟିତ୍ରୀ, ଅଭିଭାବକ ଓ ଗ୍ରାମବାସୀମାନେ ଉପସ୍ଥିତ ରହି କାର୍ଯ୍ୟକ୍ରମକୁ ସଫଳ କରିଥିଲେ । ଅତିଥିମାନେ ସମାଜର ଉନ୍ନତି ପାଇଁ ଶିକ୍ଷାର ଗୁରୁତ୍ୱ ସମ୍ପର୍କରେ ଆଲୋକପାତ କରିଥିଲେ । <box>606 1599 987 1653</box>
headline-mango-1: ନିଆଁ ଲାଗି ମଉଳି ଗଲା ଆମ୍ବ ଚାଷୀଙ୍କ ଆଶା, <box>63 223 564 257</box>
article-text: ନିମାପଡା ବ୍ଲକ ଅନ୍ତର୍ଗତ ଛଣିଙ୍ଗିଆ ପଂଚାୟତ ବିଲସାହିର ସରକାରୀ ପ୍ରାଥମିକ ବିଦ୍ୟାଳୟର ବାର୍ଷିକୋତ୍ସବ, ଆମ ସଂସ୍କୃତି, ଆମ ଖେଳଣା କାର୍ଯ୍ୟକ୍ରମ ଅନୁଷ୍ଠିତ ହୋଇଯାଇଛି । ବିଦ୍ୟାଳୟର ପ୍ରଧାନ ଶିକ୍ଷକ ବିଶ୍ୱରଞ୍ଜନ ବେହେରାଙ୍କ ସଭାପତିତ୍ୱରେ ଅନୁଷ୍ଠିତ ସଭାରେ ମୁଖ୍ୟ ଅତିଥି ଭାବେ ଯୋଗଦେଇଥିଲେ । <box>36 1356 216 1544</box>
article-text: ବଣାଇ ବ୍ଲକ ଅନ୍ତର୍ଗତ ରୁଗୁଡା ପଂଚାୟତ ଆଦିବାସୀ ଅଧ୍ୟୁଷିତ ଜାଙ୍ଗଳା ସରକାରୀ ଉଚ୍ଚ ପ୍ରାଥମିକ ବିଦ୍ୟାଳୟରେ ଅଧ୍ୟୟନ କରୁଥିବା ପଂଚମ ଶ୍ରେଣୀର ଛାତ୍ରୀ ଶ୍ରୀତିରେଖା ଧଳ ଚଳିତ ବର୍ଷ ଜବାହାର ନବୋଦୟ ପ୍ରବେଶିକା ପରୀକ୍ଷାରେ କୃତକାର୍ଯ୍ୟ ହୋଇଛନ୍ତି । <box>678 1308 987 1399</box>
article-text: ଚନ୍ଦ୍ରମଣି ବେହେରା, ଅବସରପ୍ରାପ୍ତ ପ୍ରଧାନଶିକ୍ଷକ ବସନ୍ତ କୁମାର ସ୍ୱାଇଁ, ବାବାଜୀ ଚରଣ ବସ୍ତିଆ, ଗ୍ରାମ୍ୟକମିଟି ସଭାପତି ଗଦାଧର ସ୍ୱାଇଁ,ସମାଜସେବୀ ଉମେଶ ଚନ୍ଦ୍ର ପ୍ରଧାନ ପ୍ରମୁଖ ଯୋଗଦେଇ ପିଲାମାନଙ୍କୁ ଉତ୍ସାହିତ କରିଥିଲେ । <box>226 1337 401 1467</box>
article-body-bus <box>606 633 791 729</box>
article-text: ଜିଲ୍ଲା କୋମନା ବ୍ଲକ ଢୋର୍ଲାମୁଣ୍ଡା ଗ୍ରାମପଂଚାୟତ ଅନ୍ତର୍ଗତ ଛତା ଓ ଗେରୁଜୋର ଗ୍ରାମର ଆମ୍ବ ଚାଷୀଙ୍କ ବଗିଚାରେ ନିଆଁ ଲାଗି ଶହ ଶହ ଆମ୍ବଗଛ ପୋଡିଯାଇଛି । ସୂଚନା ମୁତାବକ ଛତା ଗ୍ରାମର ଚାଷୀ ଜୟରାମ ଝାଙ୍କର, ନାରାୟଣ ମାଝୀ ଓ ବିରେନ ଝାଙ୍କର ଆର୍ଥିକ ବର୍ଷ ୨୦୨୩-୨୪ ରେ ଜାତୀୟ ନିଶ୍ଚିତ ରୋଜଗାର ଯୋଜନାରେ ଆମ୍ବ ବଗିଚା ଲଗାଇଥିଲେ । <box>406 542 591 730</box>
article-dateline: ବଲାଙ୍ଗୀର, ୨୬/୦୩ (ଆ.ପ୍ର) : <box>1000 1184 1169 1199</box>
photo-student-girl <box>604 1309 672 1417</box>
article-text-continued: ଏହି ଅବସରରେ ଶିକ୍ଷକ ଶିକ୍ଷୟିତ୍ରୀ, ଅଭିଭାବକ ଓ ଗ୍ରାମବାସୀମାନେ ଉପସ୍ଥିତ ରହି କାର୍ଯ୍ୟକ୍ରମକୁ ସଫଳ କରିଥିଲେ । ଅତିଥିମାନେ ସମାଜର ଉନ୍ନତି ପାଇଁ ଶିକ୍ଷାର ଗୁରୁତ୍ୱ ସମ୍ପର୍କରେ ଆଲୋକପାତ କରିଥିଲେ । <box>606 389 987 461</box>
column-rule <box>597 1131 598 2282</box>
article-body-agri-col3 <box>1364 1182 1532 1684</box>
headline-otm-2: ଆନୁଆଲ ସ୍ପୋର୍ଟସ ଡେ ପାଳନ <box>653 1764 940 1793</box>
headline-agri-1: ବଲାଙ୍ଗୀର ଠାରେ ଆଂଚଳିକ କୃଷି ଯନ୍ତ୍ରପାତି <box>1046 906 1488 937</box>
temple-shape <box>1046 52 1129 207</box>
registration-cross-tl <box>21 45 39 48</box>
photo-mango-farmers <box>221 341 591 532</box>
registration-cross-bl <box>21 2288 39 2291</box>
person-shape <box>242 372 303 526</box>
article-text: ଏହି ଅବସରରେ ଶିକ୍ଷକ ଶିକ୍ଷୟିତ୍ରୀ, ଅଭିଭାବକ ଓ ଗ୍ରାମବାସୀମାନେ ଉପସ୍ଥିତ ରହି କାର୍ଯ୍ୟକ୍ରମକୁ ସଫଳ କରିଥିଲେ । ଅତିଥିମାନେ ସମାଜର ଉନ୍ନତି ପାଇଁ ଶିକ୍ଷାର ଗୁରୁତ୍ୱ ସମ୍ପର୍କରେ ଆଲୋକପାତ କରିଥିଲେ । <box>411 1452 591 1582</box>
masthead-photo-temples-dancer <box>887 44 1529 207</box>
article-text: ଜିଲ୍ଲା କୋମନା ବ୍ଲକ ଢୋର୍ଲାମୁଣ୍ଡା ଗ୍ରାମପଂଚାୟତ ଅନ୍ତର୍ଗତ ଛତା ଓ ଗେରୁଜୋର ଗ୍ରାମର ଆମ୍ବ ଚାଷୀଙ୍କ ବଗିଚାରେ ନିଆଁ ଲାଗି ଶହ ଶହ ଆମ୍ବଗଛ ପୋଡିଯାଇଛି । ସୂଚନା ମୁତାବକ ଛତା ଗ୍ରାମର ଚାଷୀ ଜୟରାମ ଝାଙ୍କର, ନାରାୟଣ ମାଝୀ ଓ ବିରେନ ଝାଙ୍କର ଆର୍ଥିକ ବର୍ଷ ୨୦୨୩-୨୪ ରେ ଜାତୀୟ ନିଶ୍ଚିତ ରୋଜଗାର ଯୋଜନାରେ ଆମ୍ବ ବଗିଚା ଲଗାଇଥିଲେ । <box>221 658 391 865</box>
article-dateline: ଟାଙ୍ଗୀ ଚୌଦ୍ୱାର, ୨୬/୦୩ (ଆ.ପ୍ର) : <box>606 1834 809 1849</box>
article-body-banpur-col3 <box>1364 2028 1532 2239</box>
article-text: ଏହି ଅବସରରେ ଶିକ୍ଷକ ଶିକ୍ଷୟିତ୍ରୀ, ଅଭିଭାବକ ଓ ଗ୍ରାମବାସୀମାନେ ଉପସ୍ଥିତ ରହି କାର୍ଯ୍ୟକ୍ରମକୁ ସଫଳ କରିଥିଲେ । ଅତିଥିମାନେ ସମାଜର ଉନ୍ନତି ପାଇଁ ଶିକ୍ଷାର ଗୁରୁତ୍ୱ ସମ୍ପର୍କରେ ଆଲୋକପାତ କରିଥିଲେ । <box>606 800 987 853</box>
article-text: ନିମାପଡା ବ୍ଲକ ଅନ୍ତର୍ଗତ ଚାରିଛକସ୍ଥିତ ନିଗମାନନ୍ଦ ମହିଳା ମହାବିଦ୍ୟାଳୟରେ ଉଚ୍ଚଶିକ୍ଷା ବିଭାଗର ନିର୍ଦ୍ଦେଶ କ୍ରମେ ନୂତନ ଅଧକ୍ଷା ଭାବେ ଯୋଗଦାନ କରିଛନ୍ତି । ମହାବିଦ୍ୟାଳୟର ଅଧ୍ୟାପକ, ଅଧ୍ୟାପିକା ଓ କର୍ମଚାରୀମାନେ ପୁଷ୍ପଗୁଚ୍ଛ ଦେଇ ସ୍ୱାଗତ କରିଥିଲେ । <box>606 331 987 404</box>
